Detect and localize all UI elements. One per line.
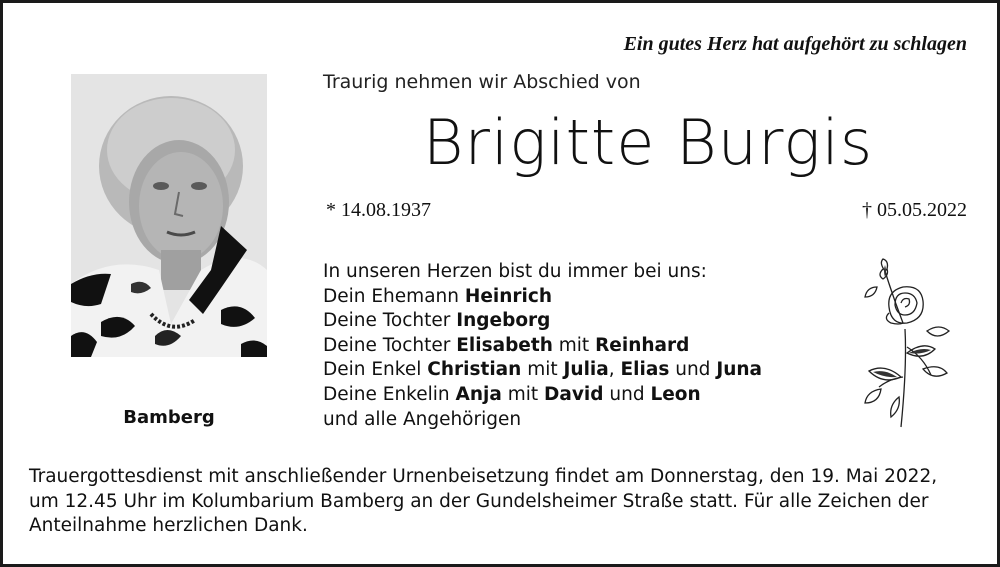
mourner-name: Ingeborg: [456, 310, 551, 332]
mourner-line-husband: [323, 285, 762, 310]
place-label: Bamberg: [123, 407, 215, 428]
mourner-name: Leon: [650, 383, 701, 405]
mourner-name: Christian: [427, 359, 522, 381]
relation-text: Deine Tochter: [323, 334, 457, 356]
portrait-photo: [71, 74, 267, 357]
portrait-illustration: [71, 74, 267, 357]
mourner-name: David: [544, 383, 604, 405]
relation-text: Deine Tochter: [323, 310, 457, 332]
birth-date: * 14.08.1937: [326, 199, 431, 221]
service-line-3: Anteilnahme herzlichen Dank.: [29, 515, 308, 537]
service-line-2: um 12.45 Uhr im Kolumbarium Bamberg an der Gundelsheimer Straße statt. Für alle Zeichen der: [29, 490, 929, 512]
connector-text: und: [603, 383, 651, 405]
connector-text: mit: [501, 383, 545, 405]
relation-text: Dein Ehemann: [323, 285, 465, 307]
mourner-name: Anja: [455, 383, 502, 405]
relation-text: Deine Enkelin: [323, 383, 456, 405]
connector-text: mit: [521, 359, 564, 381]
service-announcement: [29, 465, 979, 539]
mourner-name: Reinhard: [595, 334, 690, 356]
rose-icon: [861, 257, 953, 429]
mourner-line-grandson: [323, 358, 762, 383]
mourner-line-daughter-1: [323, 309, 762, 334]
mourner-line-granddaughter: [323, 383, 762, 408]
relation-text: Dein Enkel: [323, 359, 428, 381]
intro-text: Traurig nehmen wir Abschied von: [323, 71, 641, 93]
mourner-name: Elias: [620, 359, 670, 381]
mourner-name: Heinrich: [464, 285, 553, 307]
service-line-1: Trauergottesdienst mit anschließender Urnenbeisetzung findet am Donnerstag, den 19. Mai 2022,: [29, 466, 938, 487]
mourner-name: Elisabeth: [456, 334, 553, 356]
mourners-closing-line: und alle Angehörigen: [323, 408, 522, 430]
mourner-line-daughter-2: [323, 334, 762, 359]
death-date: † 05.05.2022: [862, 199, 967, 221]
mourner-name: Julia: [563, 359, 609, 381]
mourners-list: [323, 260, 762, 432]
motto-heading: Ein gutes Herz hat aufgehört zu schlagen: [623, 33, 967, 55]
connector-text: mit: [552, 334, 596, 356]
mourner-name: Juna: [716, 359, 763, 381]
deceased-name: Brigitte Burgis: [422, 106, 874, 179]
connector-text: ,: [608, 359, 621, 381]
connector-text: und: [669, 359, 717, 381]
mourners-intro-line: In unseren Herzen bist du immer bei uns:: [323, 261, 707, 282]
